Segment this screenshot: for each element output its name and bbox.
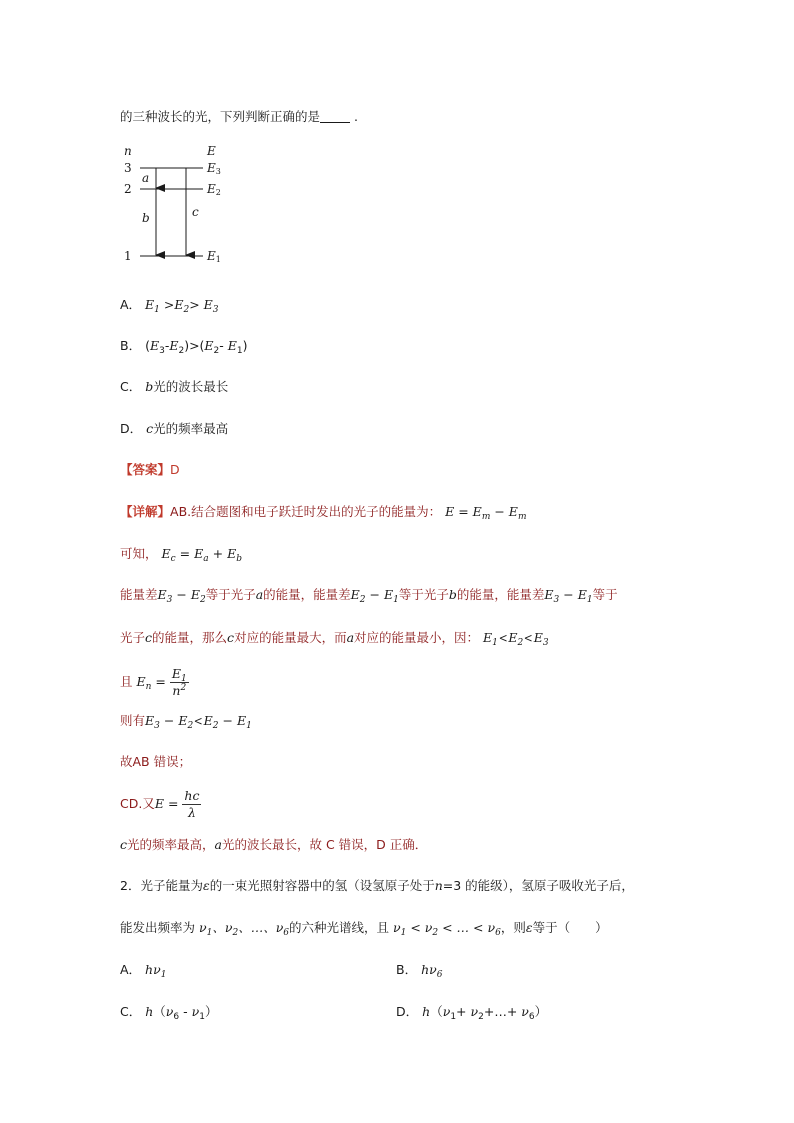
expl-line-5: 且 $E_n$ = $\frac{E_1}{n^2}$ bbox=[120, 666, 187, 698]
expl-line-3: 能量差$E_3 - E_2$等于光子a的能量，能量差$E_2 - E_1$等于光子b的能量，能量差$E_3 - E_1$等于 bbox=[120, 587, 618, 605]
option-a-text: $E_1 >E_2> E_3$ bbox=[145, 297, 219, 315]
expl-line-7: 故AB 错误； bbox=[120, 754, 192, 769]
level-2-n: 2 bbox=[124, 182, 132, 196]
q2-option-c-label: C． bbox=[120, 1004, 142, 1019]
q2-option-a bbox=[120, 961, 166, 979]
q1-answer bbox=[120, 461, 180, 479]
answer-blank bbox=[320, 110, 350, 123]
level-3-n: 3 bbox=[124, 161, 132, 175]
formula-energy-order: $E_1<E_2<E_3$ bbox=[483, 630, 549, 648]
arrow-label-c: c bbox=[192, 205, 199, 219]
formula-e3-e2: $E_3 - E_2$ bbox=[157, 587, 206, 605]
option-b-label: B． bbox=[120, 338, 142, 353]
q2-option-a-text: $h\nu_1$ bbox=[145, 962, 167, 980]
expl-line-9: c光的频率最高，a光的波长最长，故 C 错误，D 正确． bbox=[120, 837, 428, 852]
q2-option-c bbox=[120, 1003, 217, 1021]
formula-hc-lambda: $\frac{hc}{\lambda}$ bbox=[184, 788, 200, 820]
expl-line-4: 光子c的能量，那么c对应的能量最大，而a对应的能量最小，因： $E_1<E_2<E_3$ bbox=[120, 630, 549, 648]
q1-option-c bbox=[120, 378, 228, 396]
q2-stem-line-1: 2．光子能量为ε的一束光照射容器中的氢（设氢原子处于n=3 的能级），氢原子吸收光子后， bbox=[120, 878, 634, 893]
formula-e-hc: E = bbox=[154, 796, 179, 811]
option-a-label: A． bbox=[120, 297, 142, 312]
option-c-label: C． bbox=[120, 379, 142, 394]
explanation-label: 【详解】 bbox=[120, 504, 171, 519]
option-d-text: 光的频率最高 bbox=[153, 421, 229, 436]
formula-inequality: $E_3 - E_2<E_2 - E_1$ bbox=[145, 713, 252, 731]
expl-line-6: 则有$E_3 - E_2<E_2 - E_1$ bbox=[120, 713, 252, 731]
level-2-energy: E2 bbox=[207, 182, 221, 197]
arrow-label-a: a bbox=[142, 171, 150, 185]
q1-stem-text: 的三种波长的光，下列判断正确的是 bbox=[120, 109, 321, 124]
option-c-text: 光的波长最长 bbox=[153, 379, 229, 394]
expl-line-2: 可知， $E_c = E_a + E_b$ bbox=[120, 546, 242, 564]
option-b-text: $(E_3-E_2)>(E_2-$ $E_1$) bbox=[145, 338, 248, 356]
q2-option-d bbox=[396, 1003, 547, 1021]
expl-line-1: 【详解】AB.结合题图和电子跃迁时发出的光子的能量为： $E = E_m - E_m$ bbox=[120, 504, 527, 522]
q1-stem-end: . bbox=[354, 109, 358, 124]
level-1-n: 1 bbox=[124, 249, 132, 263]
option-d-label: D． bbox=[120, 421, 143, 436]
energy-level-diagram bbox=[118, 142, 268, 270]
level-1-energy: E1 bbox=[207, 249, 221, 264]
q2-option-d-label: D． bbox=[396, 1004, 419, 1019]
arrow-label-b: b bbox=[142, 211, 150, 225]
q2-stem-line-2: 能发出频率为 $\nu_1$、$\nu_2$、…、$\nu_6$的六种光谱线，且 $\nu_1 < \nu_2$ < … < $\nu_6$，则ε等于（ ） bbox=[120, 920, 608, 938]
formula-photon-energy: $E = E_m - E_m$ bbox=[445, 504, 527, 522]
level-3-energy: E3 bbox=[207, 161, 221, 176]
formula-e2-e1: $E_2 - E_1$ bbox=[350, 587, 399, 605]
q1-option-d bbox=[120, 420, 228, 438]
q1-stem bbox=[120, 108, 358, 126]
q1-option-a bbox=[120, 296, 219, 314]
q2-frequencies: $\nu_1$、$\nu_2$、…、$\nu_6$ bbox=[199, 920, 290, 938]
expl-line-8: CD.又E = $\frac{hc}{\lambda}$ bbox=[120, 788, 200, 820]
q2-number: 2． bbox=[120, 878, 141, 893]
formula-ec: $E_c = E_a + E_b$ bbox=[161, 546, 242, 564]
q2-option-d-text: $h(\nu_1+$ $\nu_2+\dots+ \nu_6$） bbox=[422, 1004, 548, 1022]
e-axis-label: E bbox=[207, 144, 216, 158]
q2-frequency-order: $\nu_1 < \nu_2$ < … < $\nu_6$ bbox=[393, 920, 501, 938]
formula-en: $E_n$ = bbox=[136, 674, 166, 692]
q1-option-b bbox=[120, 337, 248, 355]
formula-en-fraction: $\frac{E_1}{n^2}$ bbox=[171, 666, 187, 698]
option-d-var: c bbox=[146, 421, 154, 436]
formula-e3-e1: $E_3 - E_1$ bbox=[544, 587, 593, 605]
n-axis-label: n bbox=[124, 144, 132, 158]
answer-value: D bbox=[170, 462, 180, 477]
answer-label: 【答案】 bbox=[120, 462, 171, 477]
option-c-var: b bbox=[145, 379, 154, 394]
q2-option-b-text: $h\nu_6$ bbox=[421, 962, 443, 980]
q2-option-c-text: $h(\nu_6 - \nu_1)$ bbox=[145, 1004, 218, 1022]
q2-option-b bbox=[396, 961, 442, 979]
q2-option-b-label: B． bbox=[396, 962, 418, 977]
q2-option-a-label: A． bbox=[120, 962, 142, 977]
